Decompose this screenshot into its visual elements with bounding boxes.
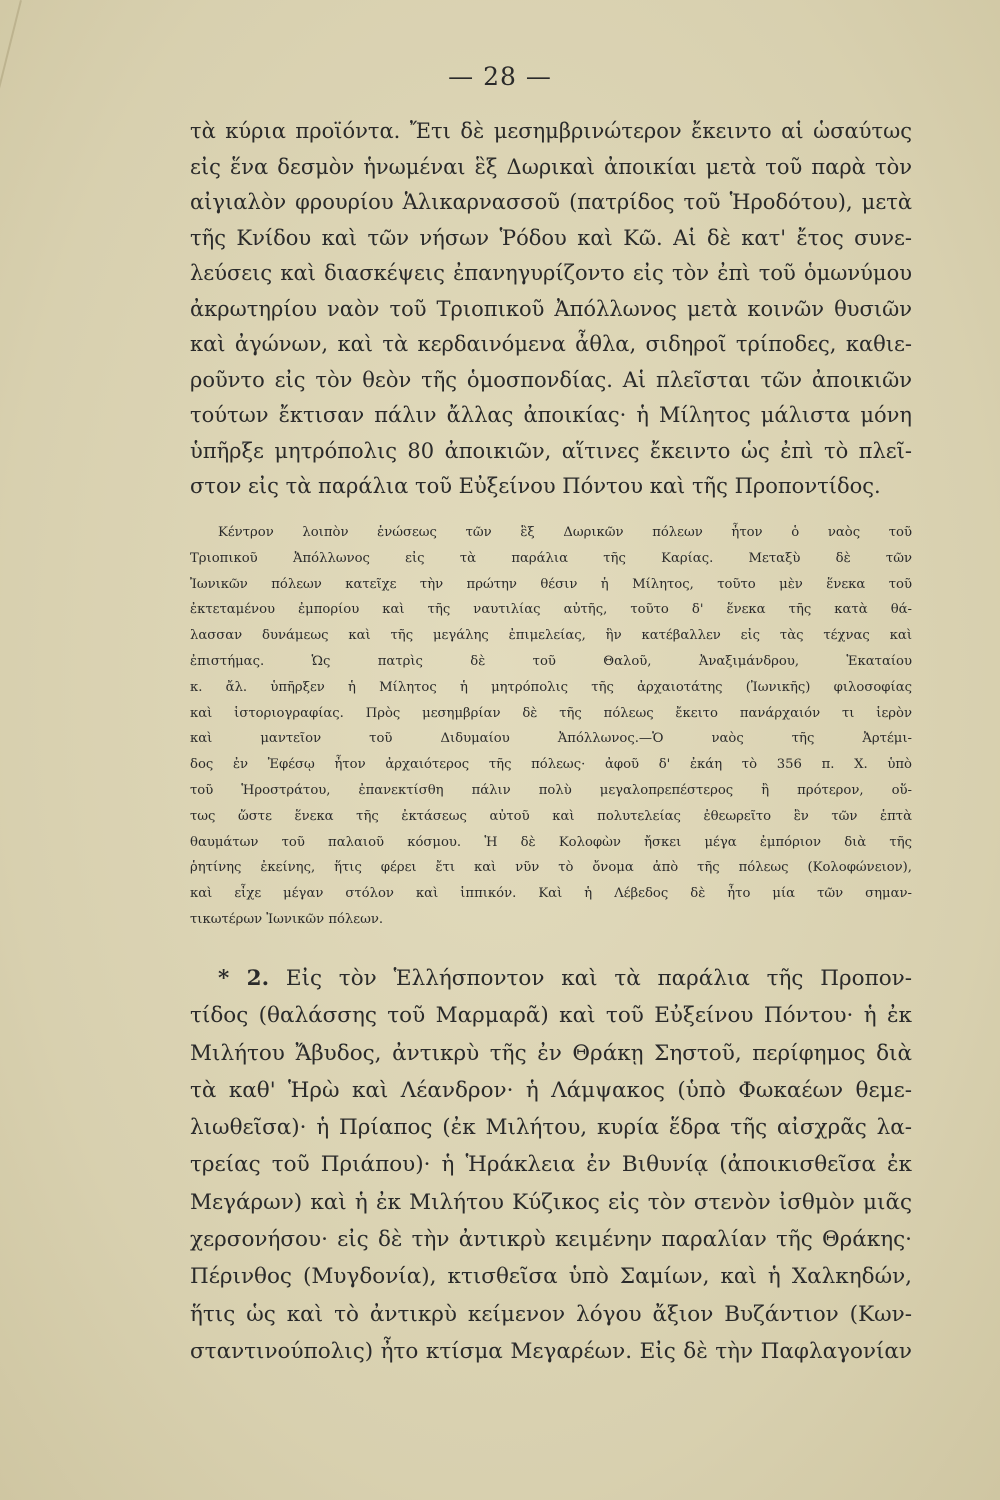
footnote-line: καὶ ἱστοριογραφίας. Πρὸς μεσημβρίαν δὲ τῆς πόλεως ἔκειτο πανάρχαιόν τι ἱερὸν <box>190 705 912 721</box>
footnote-line: ἐκτεταμένου ἐμπορίου καὶ τῆς ναυτιλίας αὐτῆς, τοῦτο δ' ἕνεκα τῆς κατὰ θά- <box>190 602 912 618</box>
footnote-line: καὶ μαντεῖον τοῦ Διδυμαίου Ἀπόλλωνος.—Ὁ ναὸς τῆς Ἀρτέμι- <box>190 731 912 747</box>
text-line: στον εἰς τὰ παράλια τοῦ Εὐξείνου Πόντου καὶ τῆς Προποντίδος. <box>190 474 881 498</box>
page-number: — 28 — <box>448 62 552 91</box>
text-line: λιωθεῖσα)· ἡ Πρίαπος (ἐκ Μιλήτου, κυρία ἕδρα τῆς αἰσχρᾶς λα- <box>190 1115 912 1141</box>
text-line: Μιλήτου Ἄβυδος, ἀντικρὺ τῆς ἐν Θράκῃ Σηστοῦ, περίφημος διὰ <box>190 1040 912 1066</box>
footnote-line: ἐπιστήμας. Ὡς πατρὶς δὲ τοῦ Θαλοῦ, Ἀναξιμάνδρου, Ἑκαταίου <box>190 653 912 669</box>
text-line: σταντινούπολις) ἦτο κτίσμα Μεγαρέων. Εἰς δὲ τὴν Παφλαγονίαν <box>190 1338 912 1364</box>
text-line: ἀκρωτηρίου ναὸν τοῦ Τριοπικοῦ Ἀπόλλωνος μετὰ κοινῶν θυσιῶν <box>190 296 912 321</box>
footnote-line: ῥητίνης ἐκείνης, ἥτις φέρει ἔτι καὶ νῦν τὸ ὄνομα ἀπὸ τῆς πόλεως (Κολοφώνειον), <box>190 860 912 876</box>
text-line-first <box>190 960 912 997</box>
text-line: ροῦντο εἰς τὸν θεὸν τῆς ὁμοσπονδίας. Αἱ πλεῖσται τῶν ἀποικιῶν <box>190 367 912 392</box>
text-line: ἥτις ὡς καὶ τὸ ἀντικρὺ κείμενον λόγου ἄξιον Βυζάντιον (Κων- <box>190 1301 912 1327</box>
text-line: αἰγιαλὸν φρουρίου Ἁλικαρνασσοῦ (πατρίδος τοῦ Ἡροδότου), μετὰ <box>190 190 912 214</box>
footnote-line: τικωτέρων Ἰωνικῶν πόλεων. <box>190 911 384 927</box>
text-line: τίδος (θαλάσσης τοῦ Μαρμαρᾶ) καὶ τοῦ Εὐξείνου Πόντου· ἡ ἐκ <box>190 1003 912 1029</box>
text-line: λεύσεις καὶ διασκέψεις ἐπανηγυρίζοντο εἰς τὸν ἐπὶ τοῦ ὁμωνύμου <box>190 261 912 285</box>
footnote-line: κ. ἄλ. ὑπῆρξεν ἡ Μίλητος ἡ μητρόπολις τῆς ἀρχαιοτάτης (Ἰωνικῆς) φιλοσοφίας <box>190 679 912 695</box>
text-line: καὶ ἀγώνων, καὶ τὰ κερδαινόμενα ἆθλα, σιδηροῖ τρίποδες, καθιε- <box>190 332 912 356</box>
text-line: Εἰς τὸν Ἑλλήσποντον καὶ τὰ παράλια τῆς Προπον- <box>285 966 912 991</box>
text-line: τρείας τοῦ Πριάπου)· ἡ Ἡράκλεια ἐν Βιθυνίᾳ (ἀποικισθεῖσα ἐκ <box>190 1152 912 1178</box>
footnote-block <box>190 520 912 933</box>
section-marker: * 2. <box>218 966 270 991</box>
footnote-line: καὶ εἶχε μέγαν στόλον καὶ ἱππικόν. Καὶ ἡ Λέβεδος δὲ ἦτο μία τῶν σημαν- <box>190 886 912 902</box>
paragraph-colonies-doric <box>190 114 912 505</box>
footnote-line: Κέντρον λοιπὸν ἑνώσεως τῶν ἓξ Δωρικῶν πόλεων ἦτον ὁ ναὸς τοῦ <box>218 525 912 540</box>
footnote-line: θαυμάτων τοῦ παλαιοῦ κόσμου. Ἡ δὲ Κολοφὼν ἤσκει μέγα ἐμπόριον διὰ τῆς <box>190 834 912 850</box>
text-line: εἰς ἕνα δεσμὸν ἡνωμέναι ἓξ Δωρικαὶ ἀποικίαι μετὰ τοῦ παρὰ τὸν <box>190 154 912 179</box>
text-line: Μεγάρων) καὶ ἡ ἐκ Μιλήτου Κύζικος εἰς τὸν στενὸν ἰσθμὸν μιᾶς <box>190 1189 912 1215</box>
footnote-line: λασσαν δυνάμεως καὶ τῆς μεγάλης ἐπιμελείας, ἣν κατέβαλλεν εἰς τὰς τέχνας καὶ <box>190 628 912 644</box>
page-edge-mark <box>0 0 22 107</box>
footnote-line: τως ὥστε ἕνεκα τῆς ἐκτάσεως αὐτοῦ καὶ πολυτελείας ἐθεωρεῖτο ἓν τῶν ἑπτὰ <box>190 808 912 824</box>
footnote-line: Ἰωνικῶν πόλεων κατεῖχε τὴν πρώτην θέσιν ἡ Μίλητος, τοῦτο μὲν ἕνεκα τοῦ <box>190 576 912 592</box>
text-line: τῆς Κνίδου καὶ τῶν νήσων Ῥόδου καὶ Κῶ. Αἱ δὲ κατ' ἔτος συνε- <box>190 225 912 250</box>
text-line: χερσονήσου· εἰς δὲ τὴν ἀντικρὺ κειμένην παραλίαν τῆς Θράκης· <box>190 1227 912 1253</box>
text-line: τὰ καθ' Ἡρὼ καὶ Λέανδρον· ἡ Λάμψακος (ὑπὸ Φωκαέων θεμε- <box>190 1077 912 1103</box>
text-line: Πέρινθος (Μυγδονία), κτισθεῖσα ὑπὸ Σαμίων, καὶ ἡ Χαλκηδών, <box>190 1264 912 1290</box>
text-line: ὑπῆρξε μητρόπολις 80 ἀποικιῶν, αἵτινες ἔκειντο ὡς ἐπὶ τὸ πλεῖ- <box>190 438 912 463</box>
paragraph-hellespont <box>190 960 912 1370</box>
footnote-line: τοῦ Ἡροστράτου, ἐπανεκτίσθη πάλιν πολὺ μεγαλοπρεπέστερος ἢ πρότερον, οὕ- <box>190 782 912 798</box>
footnote-line: δος ἐν Ἐφέσῳ ἦτον ἀρχαιότερος τῆς πόλεως· ἀφοῦ δ' ἐκάη τὸ 356 π. Χ. ὑπὸ <box>190 757 912 773</box>
footnote-line: Τριοπικοῦ Ἀπόλλωνος εἰς τὰ παράλια τῆς Καρίας. Μεταξὺ δὲ τῶν <box>190 550 912 566</box>
text-line: τὰ κύρια προϊόντα. Ἔτι δὲ μεσημβρινώτερον ἔκειντο αἱ ὡσαύτως <box>190 119 912 143</box>
text-line: τούτων ἔκτισαν πάλιν ἄλλας ἀποικίας· ἡ Μίλητος μάλιστα μόνη <box>190 403 912 427</box>
